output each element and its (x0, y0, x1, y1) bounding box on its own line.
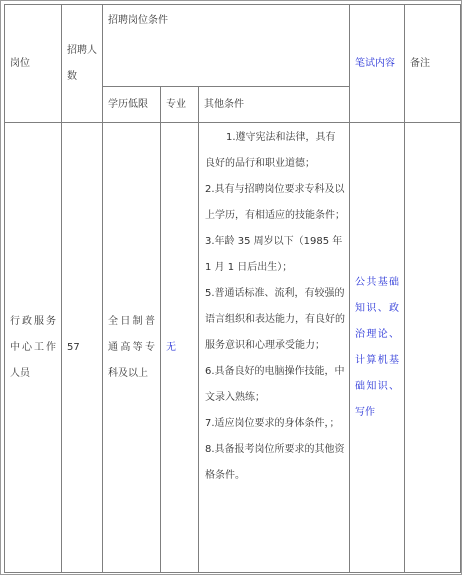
cell-exam: 公共基础知识、政治理论、计算机基础知识、写作 (350, 123, 405, 573)
condition-item: 2.具有与招聘岗位要求专科及以上学历，有相适应的技能条件； (205, 184, 345, 221)
header-notes: 备注 (405, 5, 461, 123)
header-conditions: 招聘岗位条件 (103, 5, 350, 87)
condition-item: 3.年龄 35 周岁以下（1985 年 1 月 1 日后出生）； (205, 236, 343, 273)
condition-item: 7.适应岗位要求的身体条件，； (205, 418, 340, 429)
condition-item: 5.普通话标准、流利，有较强的语言组织和表达能力，有良好的服务意识和心理承受能力； (205, 288, 345, 351)
condition-item: 1.遵守宪法和法律，具有良好的品行和职业道德； (205, 132, 336, 169)
recruitment-table (4, 4, 461, 573)
cell-education: 全日制普通高等专科及以上 (103, 123, 161, 573)
header-position: 岗位 (5, 5, 62, 123)
cell-count: 57 (62, 123, 103, 573)
cell-other-conditions (199, 123, 350, 573)
cell-position: 行政服务中心工作人员 (5, 123, 62, 573)
condition-item: 8.具备报考岗位所要求的其他资格条件。 (205, 444, 345, 481)
header-exam: 笔试内容 (350, 5, 405, 123)
header-other: 其他条件 (199, 87, 350, 123)
condition-item: 6.具备良好的电脑操作技能，中文录入熟练； (205, 366, 345, 403)
header-major: 专业 (161, 87, 199, 123)
cell-major: 无 (161, 123, 199, 573)
header-recruit-count: 招聘人数 (62, 5, 103, 123)
header-education: 学历低限 (103, 87, 161, 123)
cell-notes (405, 123, 461, 573)
